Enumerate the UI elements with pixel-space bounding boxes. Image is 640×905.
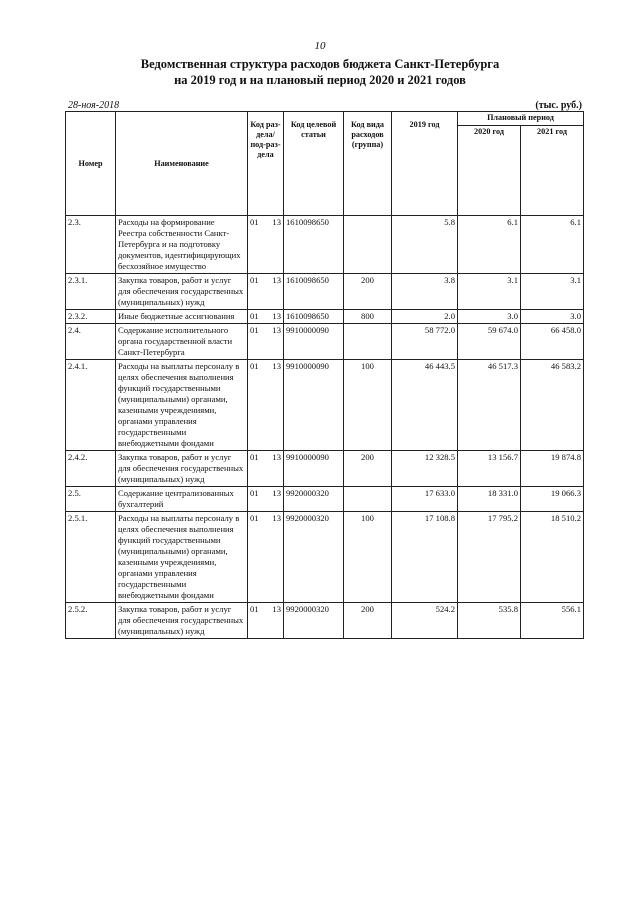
section-code: 01 bbox=[250, 513, 259, 523]
row-name: Содержание централизованных бухгалтерий bbox=[116, 487, 248, 512]
subsection-code: 13 bbox=[272, 325, 281, 335]
row-name: Содержание исполнительного органа государственной власти Санкт-Петербурга bbox=[116, 324, 248, 360]
row-2019: 524.2 bbox=[392, 603, 458, 639]
row-2019: 2.0 bbox=[392, 310, 458, 324]
row-section-code bbox=[248, 216, 284, 274]
table-row bbox=[66, 310, 584, 324]
title-line-2: на 2019 год и на плановый период 2020 и 2021 годов bbox=[174, 73, 466, 87]
header-number: Номер bbox=[66, 112, 116, 216]
header-year-2021: 2021 год bbox=[521, 126, 584, 216]
row-2019: 12 328.5 bbox=[392, 451, 458, 487]
section-code: 01 bbox=[250, 452, 259, 462]
row-2020: 17 795.2 bbox=[458, 512, 521, 603]
row-number: 2.4.2. bbox=[66, 451, 116, 487]
subsection-code: 13 bbox=[272, 275, 281, 285]
section-code: 01 bbox=[250, 604, 259, 614]
row-target-code: 9920000320 bbox=[284, 512, 344, 603]
row-expense-type: 800 bbox=[344, 310, 392, 324]
row-2020: 59 674.0 bbox=[458, 324, 521, 360]
row-target-code: 9920000320 bbox=[284, 603, 344, 639]
section-code: 01 bbox=[250, 361, 259, 371]
row-expense-type bbox=[344, 324, 392, 360]
subsection-code: 13 bbox=[272, 513, 281, 523]
row-2019: 17 108.8 bbox=[392, 512, 458, 603]
row-expense-type: 200 bbox=[344, 274, 392, 310]
row-section-code bbox=[248, 324, 284, 360]
row-name: Расходы на выплаты персоналу в целях обеспечения выполнения функций государственными (муниципальными) органами, казенными учреждениями, органами управления государственными внебюджетными фондами bbox=[116, 360, 248, 451]
row-expense-type: 200 bbox=[344, 603, 392, 639]
units-label: (тыс. руб.) bbox=[535, 100, 582, 111]
row-target-code: 9920000320 bbox=[284, 487, 344, 512]
row-name: Расходы на выплаты персоналу в целях обеспечения выполнения функций государственными (муниципальными) органами, казенными учреждениями, органами управления государственными внебюджетными фондами bbox=[116, 512, 248, 603]
title-line-1: Ведомственная структура расходов бюджета Санкт-Петербурга bbox=[140, 57, 500, 71]
row-target-code: 9910000090 bbox=[284, 324, 344, 360]
row-section-code bbox=[248, 310, 284, 324]
row-2020: 18 331.0 bbox=[458, 487, 521, 512]
row-2021: 3.0 bbox=[521, 310, 584, 324]
row-expense-type: 200 bbox=[344, 451, 392, 487]
row-number: 2.5. bbox=[66, 487, 116, 512]
row-section-code bbox=[248, 451, 284, 487]
row-expense-type: 100 bbox=[344, 512, 392, 603]
subsection-code: 13 bbox=[272, 311, 281, 321]
row-2019: 3.8 bbox=[392, 274, 458, 310]
row-number: 2.5.1. bbox=[66, 512, 116, 603]
subsection-code: 13 bbox=[272, 217, 281, 227]
row-2020: 46 517.3 bbox=[458, 360, 521, 451]
section-code: 01 bbox=[250, 275, 259, 285]
table-row bbox=[66, 512, 584, 603]
subsection-code: 13 bbox=[272, 488, 281, 498]
subsection-code: 13 bbox=[272, 361, 281, 371]
section-code: 01 bbox=[250, 311, 259, 321]
row-2021: 66 458.0 bbox=[521, 324, 584, 360]
row-number: 2.3. bbox=[66, 216, 116, 274]
row-2019: 58 772.0 bbox=[392, 324, 458, 360]
row-target-code: 1610098650 bbox=[284, 216, 344, 274]
row-name: Закупка товаров, работ и услуг для обеспечения государственных (муниципальных) нужд bbox=[116, 603, 248, 639]
row-name: Закупка товаров, работ и услуг для обеспечения государственных (муниципальных) нужд bbox=[116, 274, 248, 310]
row-2021: 19 066.3 bbox=[521, 487, 584, 512]
row-section-code bbox=[248, 512, 284, 603]
row-2020: 13 156.7 bbox=[458, 451, 521, 487]
row-section-code bbox=[248, 487, 284, 512]
section-code: 01 bbox=[250, 488, 259, 498]
row-target-code: 1610098650 bbox=[284, 310, 344, 324]
row-2020: 3.0 bbox=[458, 310, 521, 324]
row-2019: 5.8 bbox=[392, 216, 458, 274]
table-row bbox=[66, 324, 584, 360]
header-target-code: Код целевой статьи bbox=[284, 112, 344, 216]
header-section-code: Код раз-дела/ под-раз-дела bbox=[248, 112, 284, 216]
table-row bbox=[66, 360, 584, 451]
header-year-2020: 2020 год bbox=[458, 126, 521, 216]
row-section-code bbox=[248, 603, 284, 639]
row-2020: 535.8 bbox=[458, 603, 521, 639]
subsection-code: 13 bbox=[272, 452, 281, 462]
row-target-code: 9910000090 bbox=[284, 360, 344, 451]
row-2021: 18 510.2 bbox=[521, 512, 584, 603]
page-number: 10 bbox=[314, 40, 326, 52]
row-section-code bbox=[248, 274, 284, 310]
row-2020: 3.1 bbox=[458, 274, 521, 310]
table-row bbox=[66, 603, 584, 639]
row-expense-type: 100 bbox=[344, 360, 392, 451]
header-name: Наименование bbox=[116, 112, 248, 216]
header-expense-type-code: Код вида расходов (группа) bbox=[344, 112, 392, 216]
row-expense-type bbox=[344, 487, 392, 512]
row-target-code: 1610098650 bbox=[284, 274, 344, 310]
row-2021: 46 583.2 bbox=[521, 360, 584, 451]
row-name: Расходы на формирование Реестра собственности Санкт-Петербурга и на подготовку документов, идентифицирующих бесхозяйное имущество bbox=[116, 216, 248, 274]
table-row bbox=[66, 274, 584, 310]
row-2020: 6.1 bbox=[458, 216, 521, 274]
row-2019: 46 443.5 bbox=[392, 360, 458, 451]
header-year-2019: 2019 год bbox=[392, 112, 458, 216]
row-2021: 19 874.8 bbox=[521, 451, 584, 487]
row-number: 2.3.1. bbox=[66, 274, 116, 310]
row-name: Закупка товаров, работ и услуг для обеспечения государственных (муниципальных) нужд bbox=[116, 451, 248, 487]
budget-table bbox=[65, 111, 584, 639]
row-expense-type bbox=[344, 216, 392, 274]
table-row bbox=[66, 451, 584, 487]
row-2021: 6.1 bbox=[521, 216, 584, 274]
header-planned-period: Плановый период bbox=[458, 112, 584, 126]
table-row bbox=[66, 487, 584, 512]
subsection-code: 13 bbox=[272, 604, 281, 614]
row-target-code: 9910000090 bbox=[284, 451, 344, 487]
row-number: 2.4.1. bbox=[66, 360, 116, 451]
document-date: 28-ноя-2018 bbox=[68, 100, 120, 111]
row-number: 2.4. bbox=[66, 324, 116, 360]
row-section-code bbox=[248, 360, 284, 451]
section-code: 01 bbox=[250, 217, 259, 227]
row-name: Иные бюджетные ассигнования bbox=[116, 310, 248, 324]
row-number: 2.3.2. bbox=[66, 310, 116, 324]
row-number: 2.5.2. bbox=[66, 603, 116, 639]
table-row bbox=[66, 216, 584, 274]
row-2021: 3.1 bbox=[521, 274, 584, 310]
document-title bbox=[40, 56, 600, 88]
row-2019: 17 633.0 bbox=[392, 487, 458, 512]
section-code: 01 bbox=[250, 325, 259, 335]
row-2021: 556.1 bbox=[521, 603, 584, 639]
